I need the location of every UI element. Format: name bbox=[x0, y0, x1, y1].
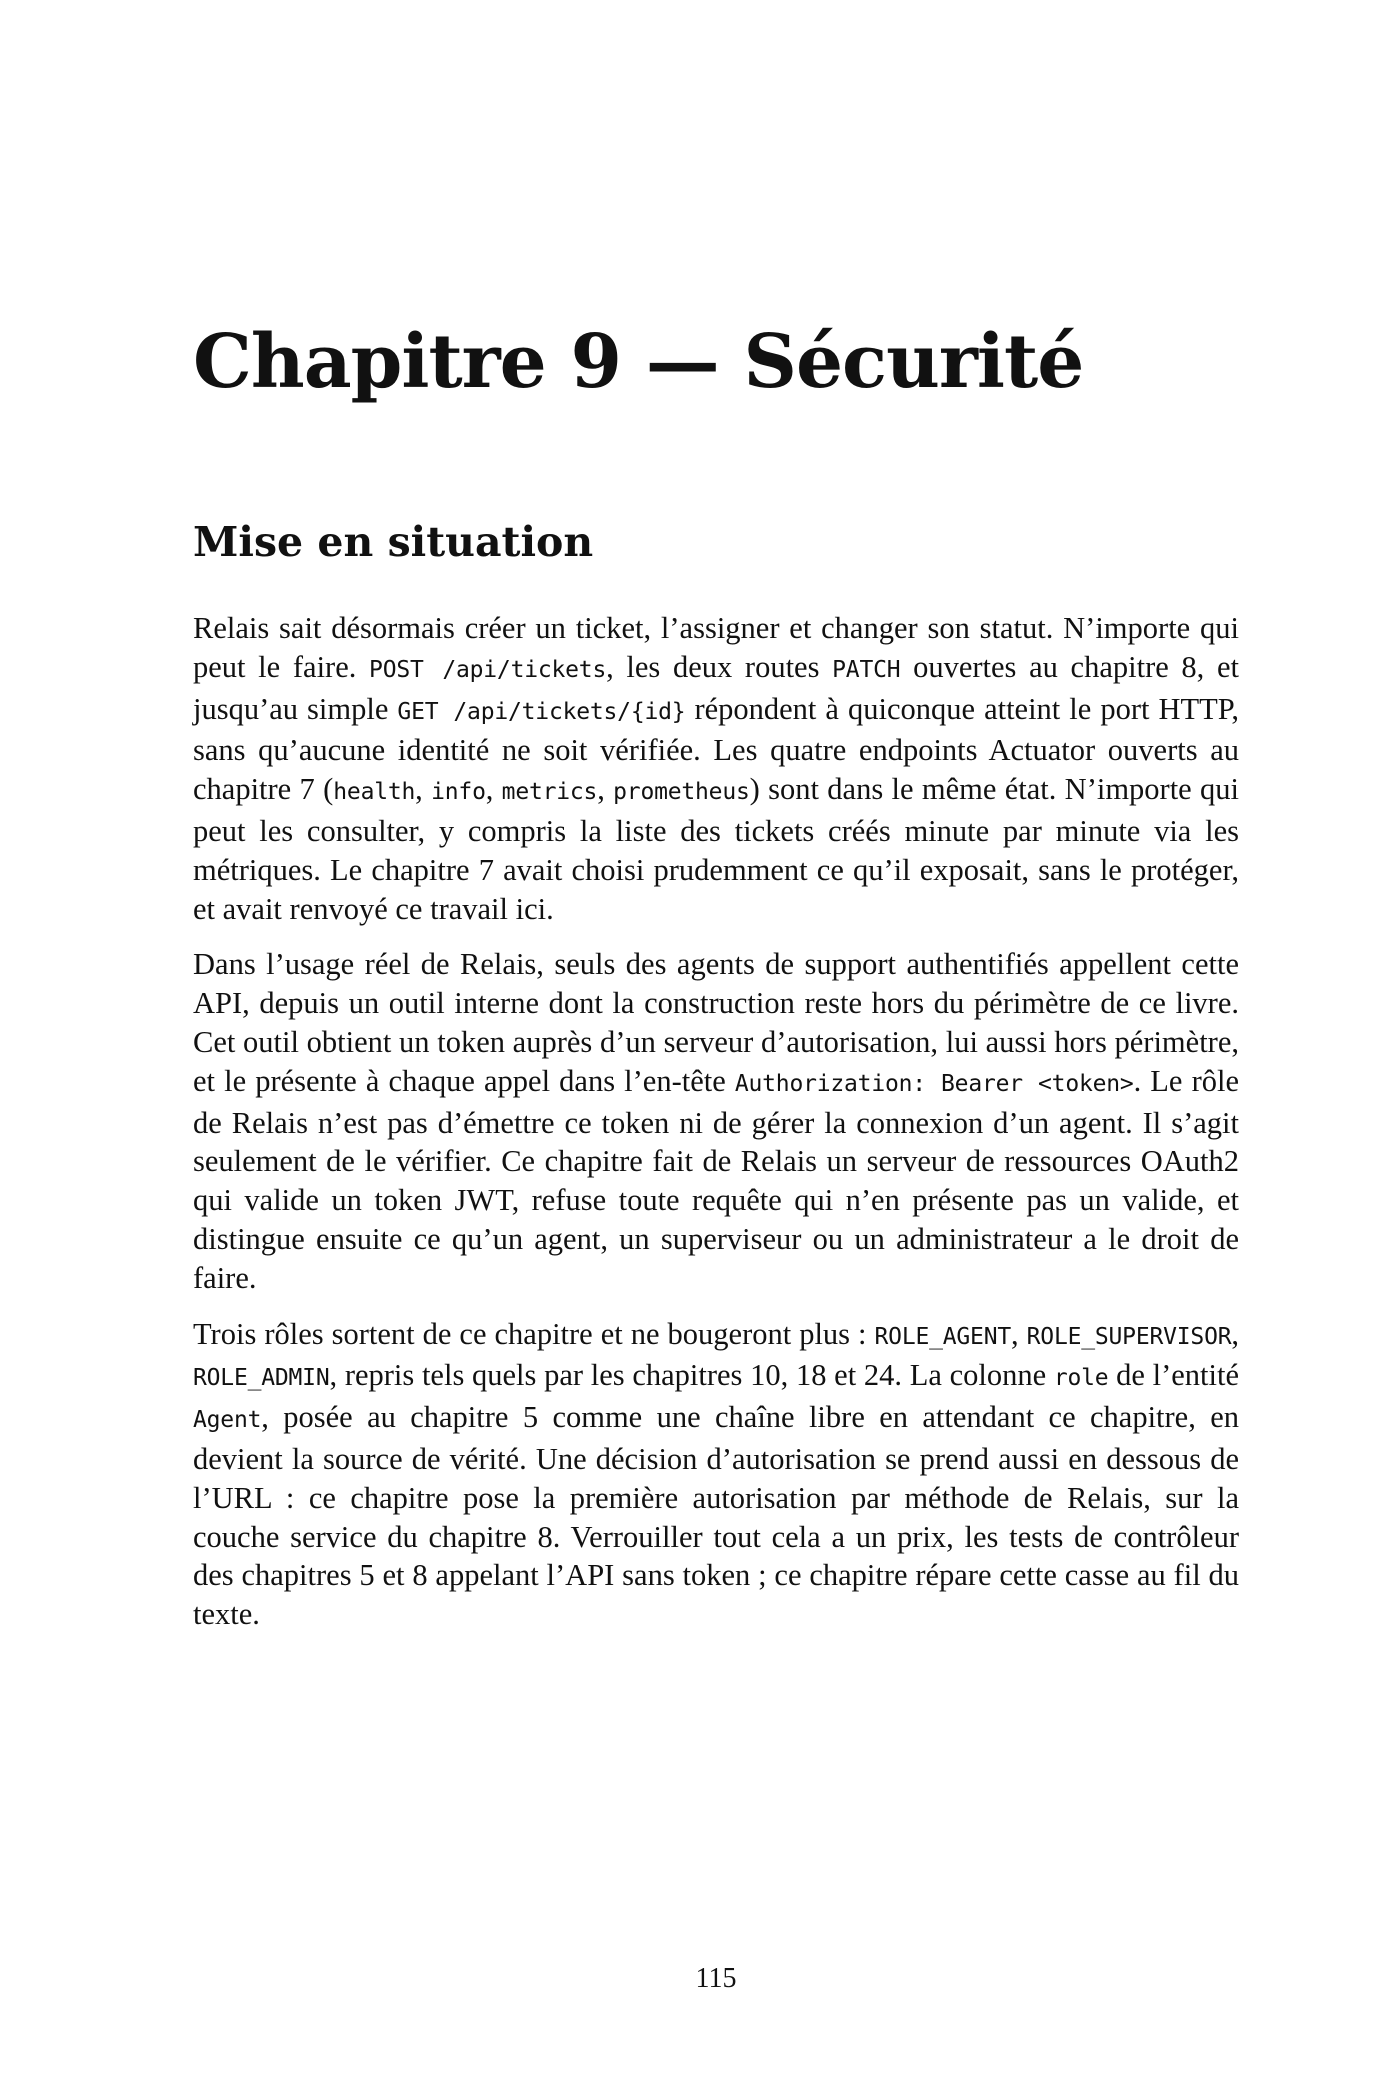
inline-code: ROLE_SUPERVISOR bbox=[1026, 1323, 1232, 1350]
inline-code: role bbox=[1053, 1365, 1109, 1392]
text-run: ouvertes au chapitre 8, et jusqu’au simple bbox=[193, 649, 1239, 726]
text-run: répondent à quiconque atteint le port HTTP, sans qu’aucune identité ne soit vérifiée. Les quatre endpoints Actuator ouverts au chapitre 7 ( bbox=[193, 691, 1239, 807]
body-text bbox=[193, 609, 1239, 1651]
text-run: Trois rôles sortent de ce chapitre et ne bougeront plus : bbox=[193, 1316, 875, 1351]
text-run: . Le rôle de Relais n’est pas d’émettre ce token ni de gérer la connexion d’un agent. Il s’agit seulement de le vérifier. Ce chapitre fait de Relais un serveur de ressources OAuth2 qui valide un token JWT, refuse toute requête qui n’en présente pas un valide, et distingue ensuite ce qu’un agent, un superviseur ou un administrateur a le droit de faire. bbox=[193, 1063, 1239, 1295]
text-run: Relais sait désormais créer un ticket, l’assigner et changer son statut. N’importe qui peut le faire. bbox=[193, 611, 1239, 684]
inline-code: ROLE_AGENT bbox=[874, 1323, 1012, 1350]
inline-code: prometheus bbox=[613, 779, 750, 806]
inline-code: Authorization: Bearer <token> bbox=[734, 1070, 1134, 1097]
text-run: , bbox=[1231, 1316, 1239, 1351]
paragraph-1 bbox=[193, 609, 1239, 928]
inline-code: PATCH bbox=[832, 656, 901, 683]
text-run: ) sont dans le même état. N’importe qui peut les consulter, y compris la liste des tickets créés minute par minute via les métriques. Le chapitre 7 avait choisi prudemment ce qu’il exposait, sans le protéger, et avait renvoyé ce travail ici. bbox=[193, 772, 1240, 926]
paragraph-3 bbox=[193, 1315, 1239, 1634]
text-run: Dans l’usage réel de Relais, seuls des agents de support authentifiés appellent cette API, depuis un outil interne dont la construction reste hors du périmètre de ce livre. Cet outil obtient un token auprès d’un serveur d’autorisation, lui aussi hors périmètre, et le présente à chaque appel dans l’en-tête bbox=[193, 947, 1239, 1098]
text-run: , bbox=[485, 772, 502, 807]
inline-code: info bbox=[431, 779, 486, 806]
text-run: , les deux routes bbox=[606, 649, 833, 684]
chapter-title: Chapitre 9 — Sécurité bbox=[193, 319, 1084, 405]
text-run: , bbox=[597, 772, 614, 807]
text-run: , repris tels quels par les chapitres 10, 18 et 24. La colonne bbox=[329, 1358, 1054, 1393]
text-run: , posée au chapitre 5 comme une chaîne libre en attendant ce chapitre, en devient la source de vérité. Une décision d’autorisation se prend aussi en dessous de l’URL : ce chapitre pose la première autorisation par méthode de Relais, sur la couche service du chapitre 8. Verrouiller tout cela a un prix, les tests de contrôleur des chapitres 5 et 8 appelant l’API sans token ; ce chapitre répare cette casse au fil du texte. bbox=[193, 1400, 1239, 1632]
inline-code: POST /api/tickets bbox=[369, 656, 607, 683]
inline-code: Agent bbox=[193, 1407, 262, 1434]
inline-code: GET /api/tickets/{id} bbox=[397, 698, 686, 725]
inline-code: health bbox=[333, 779, 416, 806]
book-page bbox=[193, 0, 1239, 2100]
inline-code: metrics bbox=[501, 779, 598, 806]
text-run: , bbox=[1011, 1316, 1027, 1351]
section-title: Mise en situation bbox=[193, 518, 594, 566]
text-run: de l’entité bbox=[1108, 1358, 1239, 1393]
inline-code: ROLE_ADMIN bbox=[193, 1365, 330, 1392]
text-run: , bbox=[415, 772, 432, 807]
paragraph-2 bbox=[193, 945, 1239, 1297]
page-number: 115 bbox=[695, 1963, 737, 1994]
